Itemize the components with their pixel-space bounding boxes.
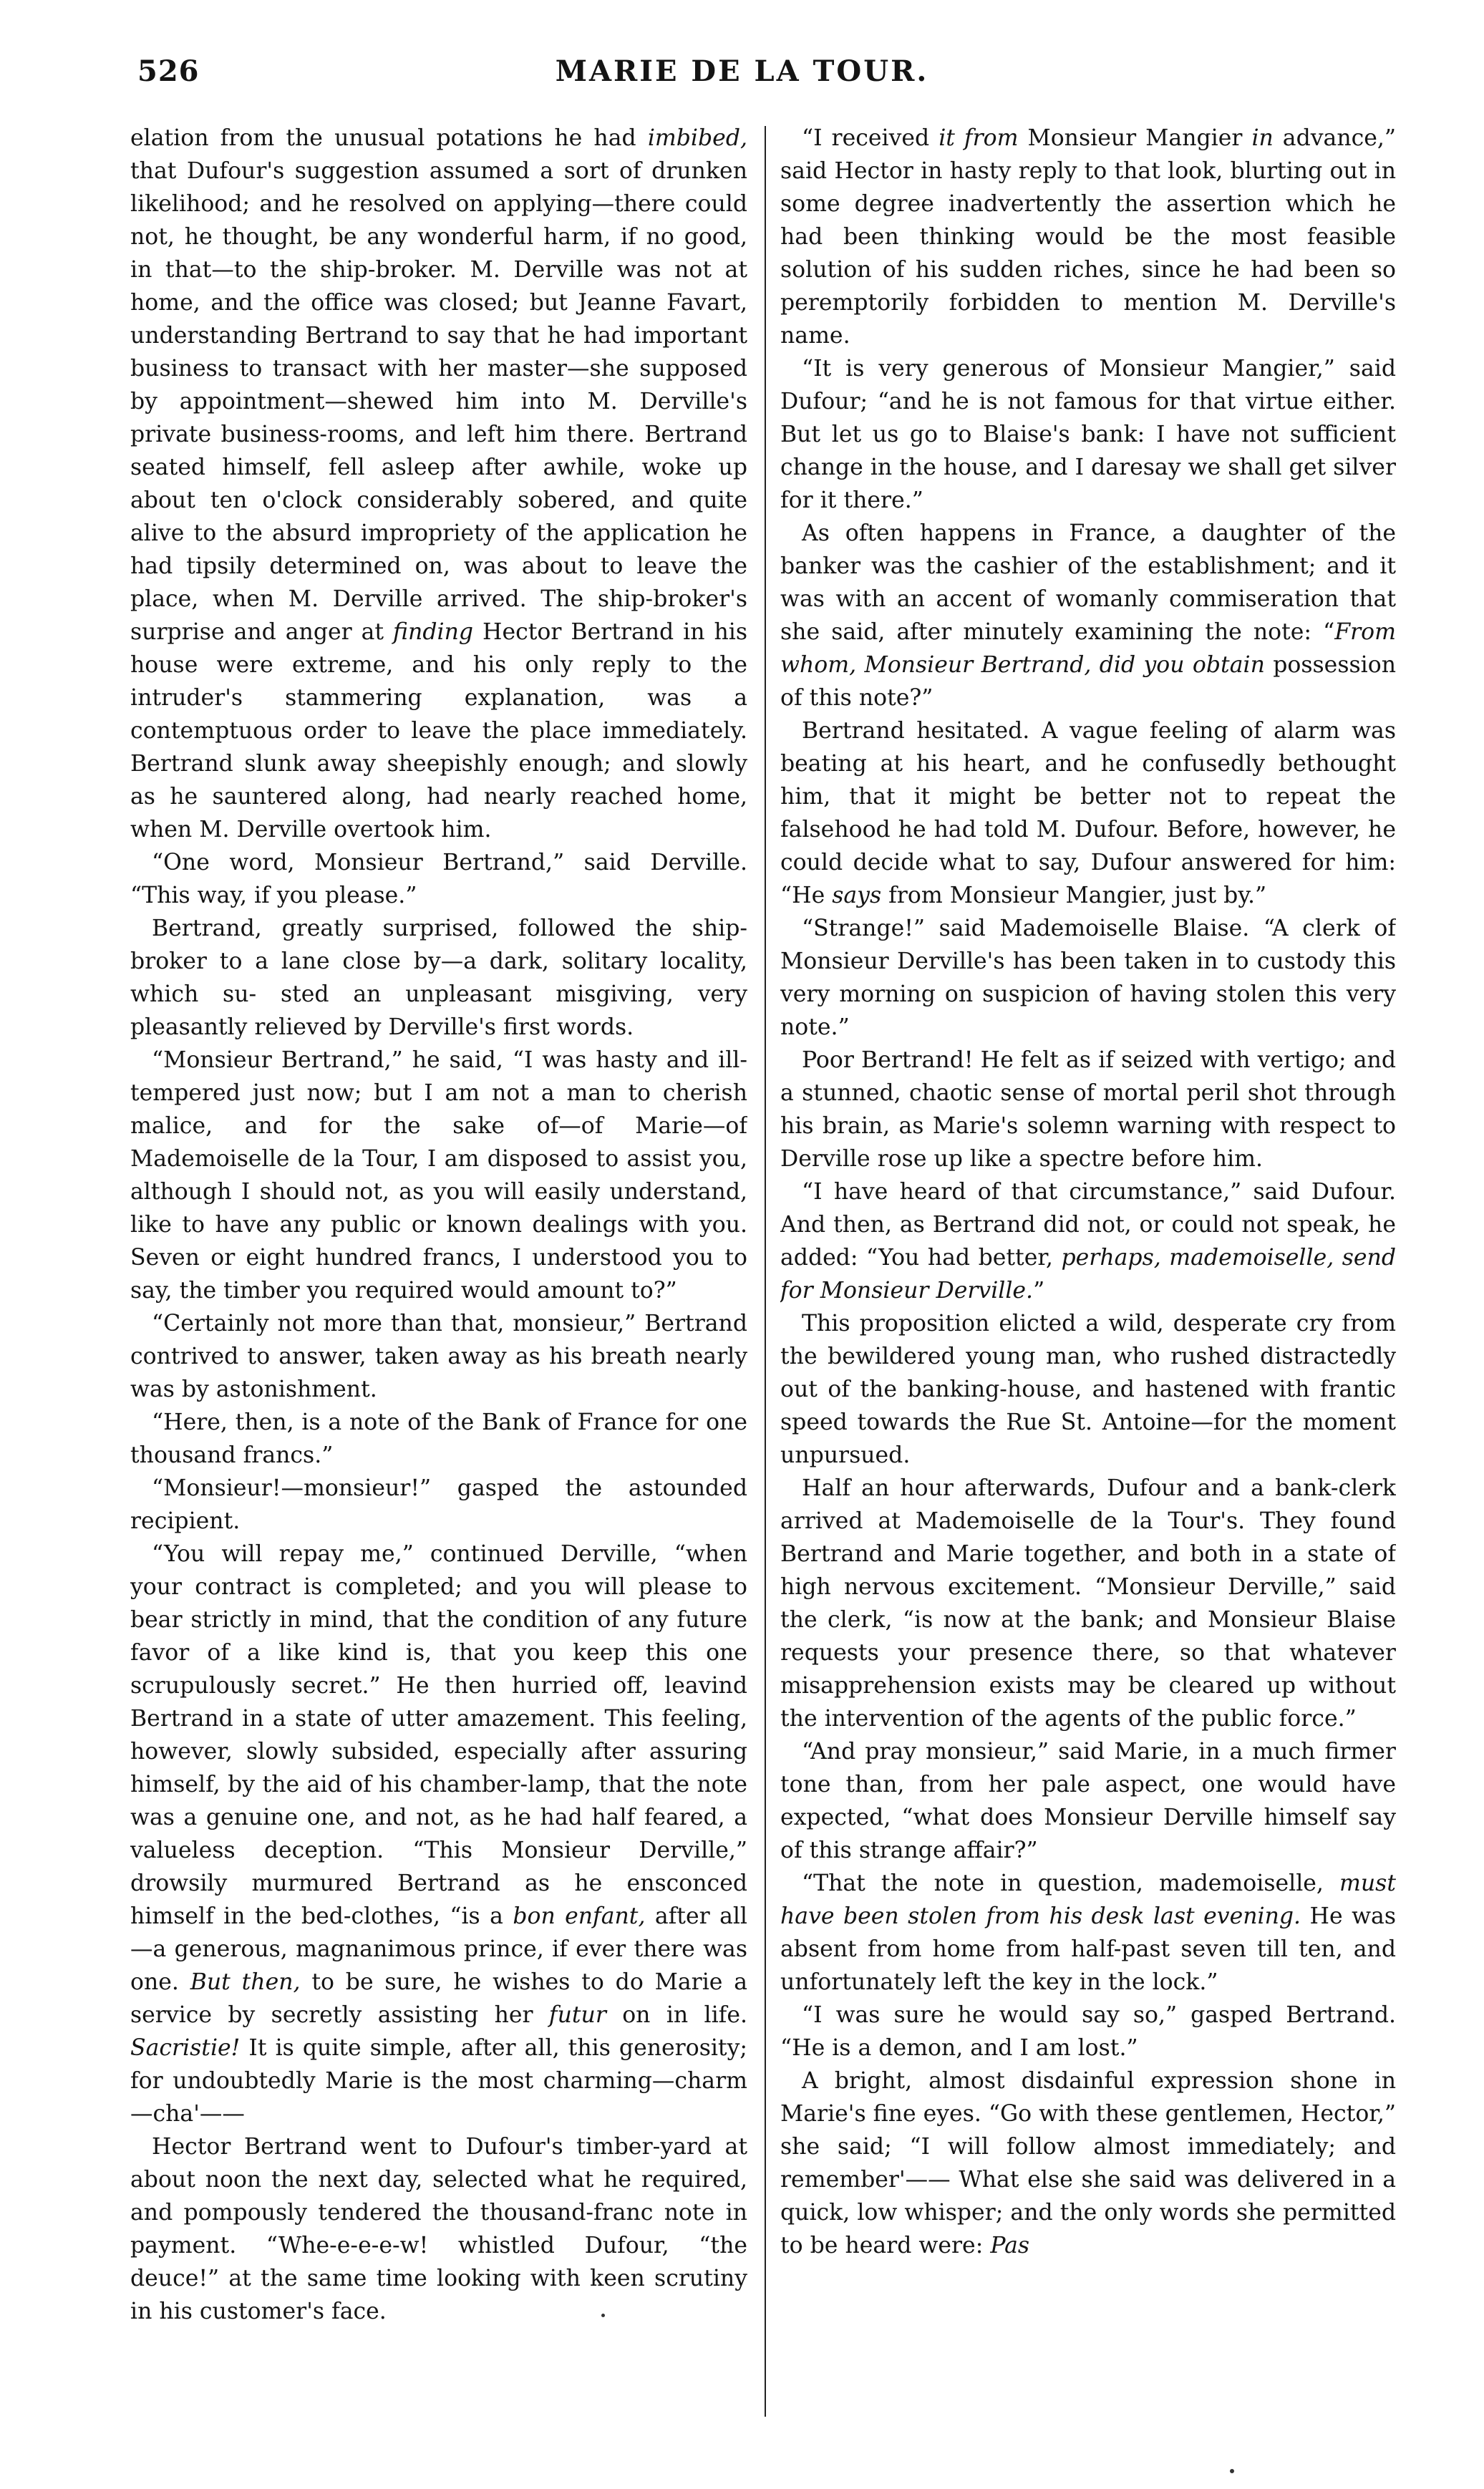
text-run: possession of this note?” bbox=[780, 652, 1396, 711]
text-run: “I received bbox=[802, 125, 939, 151]
text-run: “Monsieur Bertrand,” he said, “I was hasty and ill-tempered just now; but I am not a man to cherish malice, and for the sake of—of Marie—of Mademoiselle de la Tour, I am disposed to assist you, although I should not, as you will easily understand, like to have any public or known dealings with you. Seven or eight hundred francs, I understood you to say, the timber you required would amount to?” bbox=[130, 1047, 747, 1304]
ink-speck bbox=[601, 2314, 605, 2317]
paragraph bbox=[780, 1044, 1396, 1175]
text-run: ” bbox=[1033, 1278, 1045, 1304]
text-run: A bright, almost disdainful expression shone in Marie's fine eyes. “Go with these gentlemen, Hector,” she said; “I will follow almost immediately; and remember'—— What else she said was delivered in a quick, low whisper; and the only words she permitted to be heard were: bbox=[780, 2068, 1396, 2258]
text-run: from Monsieur Mangier, just by.” bbox=[881, 883, 1267, 908]
text-run: “That the note in question, mademoiselle, bbox=[802, 1871, 1340, 1896]
italic-text: Sacristie! bbox=[130, 2035, 241, 2061]
paragraph bbox=[130, 1307, 747, 1406]
text-run: “It is very generous of Monsieur Mangier,” said Dufour; “and he is not famous for that virtue either. But let us go to Blaise's bank: I have not sufficient change in the house, and I daresay we shall get silver for it there.” bbox=[780, 356, 1396, 513]
italic-text: bon enfant, bbox=[513, 1903, 646, 1929]
italic-text: finding bbox=[393, 619, 474, 645]
text-run: Hector Bertrand in his house were extreme, and his only reply to the intruder's stammering explanation, was a contemptuous order to leave the place immediately. Bertrand slunk away sheepishly enough; and slowly as he sauntered along, had nearly reached home, when M. Derville overtook him. bbox=[130, 619, 747, 843]
running-head: MARIE DE LA TOUR. bbox=[555, 54, 929, 88]
text-run: Hector Bertrand went to Dufour's timber-yard at about noon the next day, selected what he required, and pompously tendered the thousand-franc note in payment. “Whe-e-e-e-w! whistled Dufour, “the deuce!” at the same time looking with keen scrutiny in his customer's face. bbox=[130, 2134, 747, 2324]
text-run: “Here, then, is a note of the Bank of France for one thousand francs.” bbox=[130, 1410, 747, 1468]
text-run: Bertrand hesitated. A vague feeling of alarm was beating at his heart, and he confusedly bethought him, that it might be better not to repeat the falsehood he had told M. Dufour. Before, however, he could decide what to say, Dufour answered for him: “He bbox=[780, 718, 1396, 908]
text-run: after all—a generous, magnanimous prince, if ever there was one. bbox=[130, 1903, 747, 1995]
paragraph bbox=[780, 1175, 1396, 1307]
right-column bbox=[780, 122, 1396, 2427]
text-run: to be sure, he wishes to do Marie a service by secretly assisting her bbox=[130, 1969, 747, 2028]
paragraph bbox=[130, 912, 747, 1044]
text-run: elation from the unusual potations he had bbox=[130, 125, 648, 151]
italic-text: must have been stolen from his desk last evening. bbox=[780, 1871, 1396, 1929]
ink-speck bbox=[1230, 2469, 1234, 2473]
text-run: “And pray monsieur,” said Marie, in a much firmer tone than, from her pale aspect, one would have expected, “what does Monsieur Derville himself say of this strange affair?” bbox=[780, 1739, 1396, 1863]
italic-text: imbibed, bbox=[647, 125, 747, 151]
paragraph bbox=[130, 1406, 747, 1472]
text-run: advance,” said Hector in hasty reply to that look, blurting out in some degree inadvertently the assertion which he had been thinking would be the most feasible solution of his sudden riches, since he had been so peremptorily forbidden to mention M. Derville's name. bbox=[780, 125, 1396, 349]
text-run: “One word, Monsieur Bertrand,” said Derville. “This way, if you please.” bbox=[130, 850, 747, 908]
paragraph bbox=[780, 352, 1396, 517]
text-run: “Monsieur!—monsieur!” gasped the astounded recipient. bbox=[130, 1475, 747, 1534]
paragraph bbox=[780, 1472, 1396, 1735]
paragraph bbox=[130, 2130, 747, 2328]
text-run: This proposition elicted a wild, desperate cry from the bewildered young man, who rushed distractedly out of the banking-house, and hastened with frantic speed towards the Rue St. Antoine—for the moment unpursued. bbox=[780, 1311, 1396, 1468]
left-column bbox=[130, 122, 747, 2427]
text-run: Monsieur Mangier bbox=[1018, 125, 1252, 151]
text-run: “I was sure he would say so,” gasped Bertrand. “He is a demon, and I am lost.” bbox=[780, 2002, 1396, 2061]
page-number: 526 bbox=[137, 54, 200, 88]
paragraph bbox=[130, 122, 747, 846]
paragraph bbox=[780, 517, 1396, 714]
italic-text: Pas bbox=[990, 2233, 1030, 2258]
text-run: Poor Bertrand! He felt as if seized with vertigo; and a stunned, chaotic sense of mortal peril shot through his brain, as Marie's solemn warning with respect to Derville rose up like a spectre before him. bbox=[780, 1047, 1396, 1172]
text-run: that Dufour's suggestion assumed a sort of drunken likelihood; and he resolved on applying—there could not, he thought, be any wonderful harm, if no good, in that—to the ship-broker. M. Derville was not at home, and the office was closed; but Jeanne Favart, understanding Bertrand to say that he had important business to transact with her master—she supposed by appointment—shewed him into M. Derville's private business-rooms, and left him there. Bertrand seated himself, fell asleep after awhile, woke up about ten o'clock considerably sobered, and quite alive to the absurd impropriety of the application he had tipsily determined on, was about to leave the place, when M. Derville arrived. The ship-broker's surprise and anger at bbox=[130, 158, 747, 645]
text-run: Half an hour afterwards, Dufour and a bank-clerk arrived at Mademoiselle de la Tour's. They found Bertrand and Marie together, and both in a state of high nervous excitement. “Monsieur Derville,” said the clerk, “is now at the bank; and Monsieur Blaise requests your presence there, so that whatever misapprehension exists may be cleared up without the intervention of the agents of the public force.” bbox=[780, 1475, 1396, 1732]
paragraph bbox=[130, 1472, 747, 1538]
paragraph bbox=[780, 122, 1396, 352]
italic-text: From whom, Monsieur Bertrand, did you obtain bbox=[780, 619, 1396, 678]
paragraph bbox=[780, 1999, 1396, 2065]
text-run: Bertrand, greatly surprised, followed the ship-broker to a lane close by—a dark, solitary locality, which su- sted an unpleasant misgiving, very pleasantly relieved by Derville's first words. bbox=[130, 916, 747, 1040]
text-run: “You will repay me,” continued Derville, “when your contract is completed; and you will please to bear strictly in mind, that the condition of any future favor of a like kind is, that you keep this one scrupulously secret.” He then hurried off, leavind Bertrand in a state of utter amazement. This feeling, however, slowly subsided, especially after assuring himself, by the aid of his chamber-lamp, that the note was a genuine one, and not, as he had half feared, a valueless deception. “This Monsieur Derville,” drowsily murmured Bertrand as he ensconced himself in the bed-clothes, “is a bbox=[130, 1541, 747, 1929]
paragraph bbox=[780, 1307, 1396, 1472]
text-run: He was absent from home from half-past seven till ten, and unfortunately left the key in the lock.” bbox=[780, 1903, 1396, 1995]
italic-text: perhaps, mademoiselle, send for Monsieur Derville. bbox=[780, 1245, 1396, 1304]
paragraph bbox=[780, 912, 1396, 1044]
italic-text: it from bbox=[939, 125, 1019, 151]
paragraph bbox=[130, 846, 747, 912]
paragraph bbox=[780, 1867, 1396, 1999]
italic-text: futur bbox=[548, 2002, 606, 2028]
paragraph bbox=[130, 1538, 747, 2130]
italic-text: But then, bbox=[190, 1969, 301, 1995]
text-run: “I have heard of that circumstance,” said Dufour. And then, as Bertrand did not, or could not speak, he added: “You had better, bbox=[780, 1179, 1396, 1271]
italic-text: in bbox=[1251, 125, 1274, 151]
paragraph bbox=[780, 1735, 1396, 1867]
column-rule bbox=[765, 126, 766, 2417]
paragraph bbox=[780, 714, 1396, 912]
text-run: “Certainly not more than that, monsieur,” Bertrand contrived to answer, taken away as his breath nearly was by astonishment. bbox=[130, 1311, 747, 1402]
paragraph bbox=[780, 2065, 1396, 2262]
paragraph bbox=[130, 1044, 747, 1307]
text-run: on in life. bbox=[606, 2002, 747, 2028]
text-run: It is quite simple, after all, this generosity; for undoubtedly Marie is the most charming—charm —cha'—— bbox=[130, 2035, 747, 2127]
text-run: As often happens in France, a daughter of the banker was the cashier of the establishment; and it was with an accent of womanly commiseration that she said, after minutely examining the note: “ bbox=[780, 520, 1396, 645]
italic-text: says bbox=[832, 883, 882, 908]
text-run: “Strange!” said Mademoiselle Blaise. “A clerk of Monsieur Derville's has been taken in to custody this very morning on suspicion of having stolen this very note.” bbox=[780, 916, 1396, 1040]
